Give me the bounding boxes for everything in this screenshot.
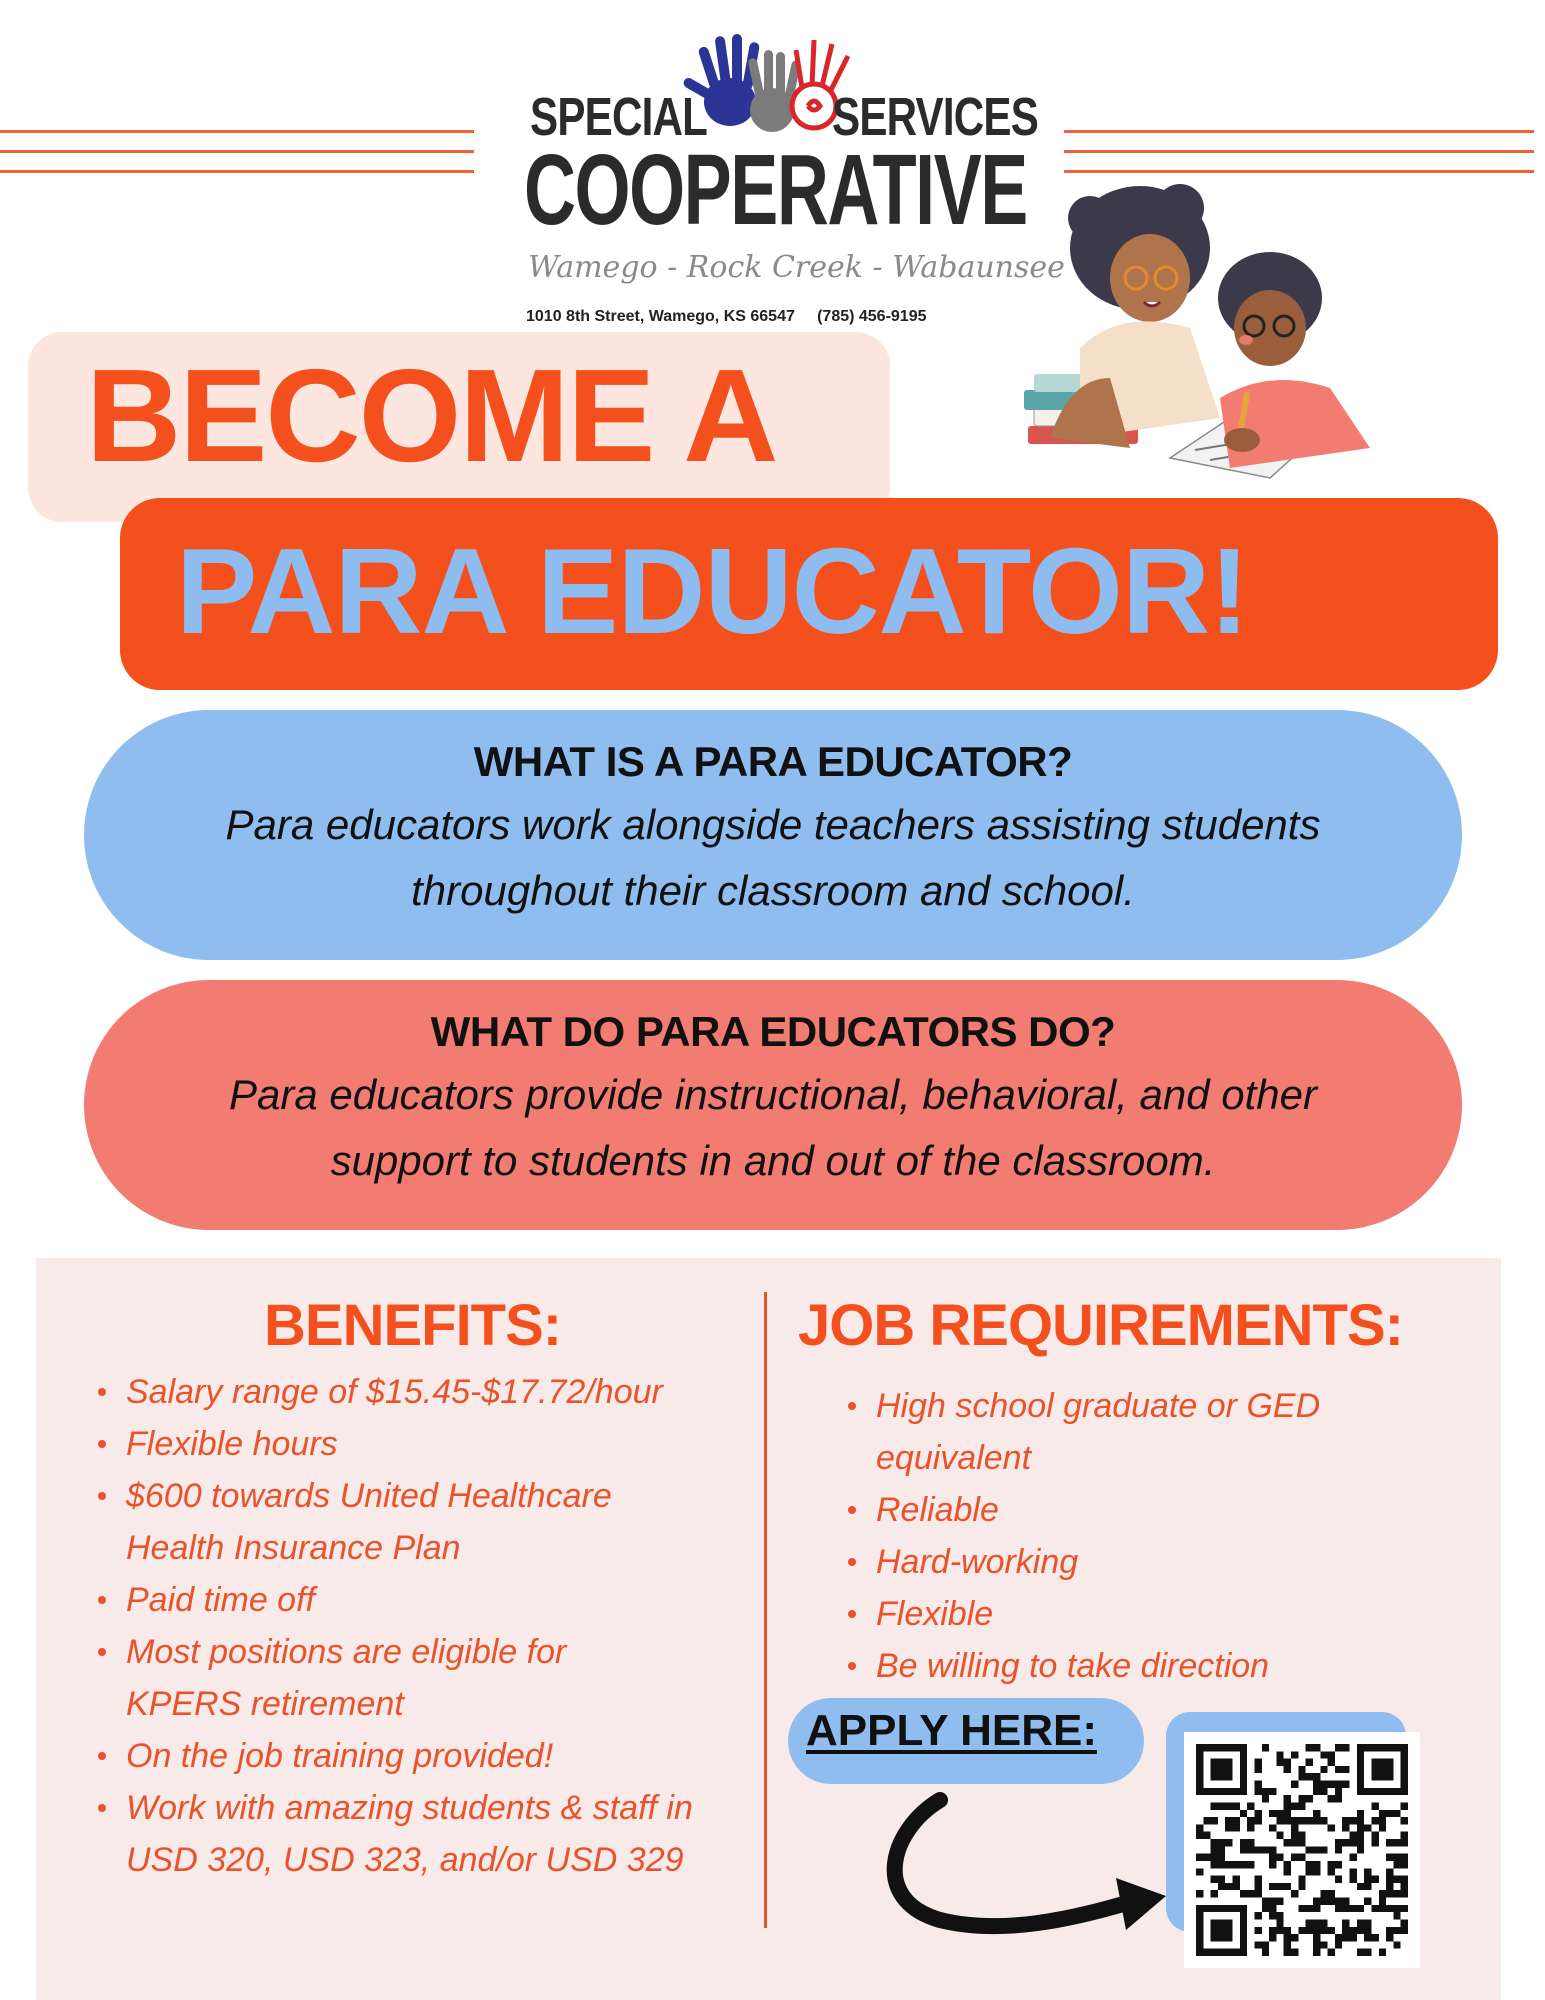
header-line-left-3 bbox=[0, 170, 474, 173]
section-what-is bbox=[84, 710, 1462, 960]
qr-code-icon[interactable] bbox=[1184, 1732, 1420, 1968]
requirement-item: Reliable bbox=[846, 1484, 1406, 1536]
requirements-list bbox=[846, 1380, 1406, 1692]
header-line-right-3 bbox=[1064, 170, 1534, 173]
benefit-item: Flexible hours bbox=[96, 1418, 736, 1470]
requirement-item: High school graduate or GED equivalent bbox=[846, 1380, 1406, 1484]
benefit-item: Salary range of $15.45-$17.72/hour bbox=[96, 1366, 736, 1418]
section-what-is-body: Para educators work alongside teachers assisting students throughout their classroom and school. bbox=[225, 801, 1321, 914]
requirement-item: Be willing to take direction bbox=[846, 1640, 1406, 1692]
logo-word-special: SPECIAL bbox=[530, 87, 708, 147]
header-line-right-2 bbox=[1064, 150, 1534, 153]
section-what-do-title: WHAT DO PARA EDUCATORS DO? bbox=[430, 1008, 1116, 1055]
column-divider bbox=[764, 1292, 767, 1928]
requirement-item: Flexible bbox=[846, 1588, 1406, 1640]
benefit-item: Most positions are eligible for KPERS retirement bbox=[96, 1626, 736, 1730]
logo-towns: Wamego - Rock Creek - Wabaunsee bbox=[528, 250, 1065, 285]
headline-para-educator: PARA EDUCATOR! bbox=[176, 523, 1249, 659]
logo-word-services: SERVICES bbox=[832, 87, 1039, 147]
requirement-item: Hard-working bbox=[846, 1536, 1406, 1588]
benefits-list bbox=[96, 1366, 736, 1886]
curved-arrow-icon bbox=[880, 1790, 1170, 1950]
benefit-item: On the job training provided! bbox=[96, 1730, 736, 1782]
benefit-item: Work with amazing students & staff in USD 320, USD 323, and/or USD 329 bbox=[96, 1782, 736, 1886]
section-what-is-title: WHAT IS A PARA EDUCATOR? bbox=[473, 738, 1073, 785]
header-line-left-1 bbox=[0, 130, 474, 133]
section-what-do bbox=[84, 980, 1462, 1230]
header-line-left-2 bbox=[0, 150, 474, 153]
headline-become: BECOME A bbox=[86, 342, 777, 489]
benefit-item: $600 towards United Healthcare Health Insurance Plan bbox=[96, 1470, 736, 1574]
teacher-student-illustration bbox=[1020, 178, 1420, 498]
section-what-do-body: Para educators provide instructional, behavioral, and other support to students in and out of the classroom. bbox=[229, 1071, 1317, 1184]
requirements-title: JOB REQUIREMENTS: bbox=[798, 1293, 1403, 1358]
org-address: 1010 8th Street, Wamego, KS 66547 (785) 456-9195 bbox=[526, 308, 927, 325]
logo-word-cooperative: COOPERATIVE bbox=[524, 134, 1027, 246]
header-line-right-1 bbox=[1064, 130, 1534, 133]
benefits-title: BENEFITS: bbox=[264, 1293, 562, 1358]
apply-here-label: APPLY HERE: bbox=[806, 1706, 1097, 1755]
benefit-item: Paid time off bbox=[96, 1574, 736, 1626]
org-logo bbox=[520, 28, 1065, 325]
